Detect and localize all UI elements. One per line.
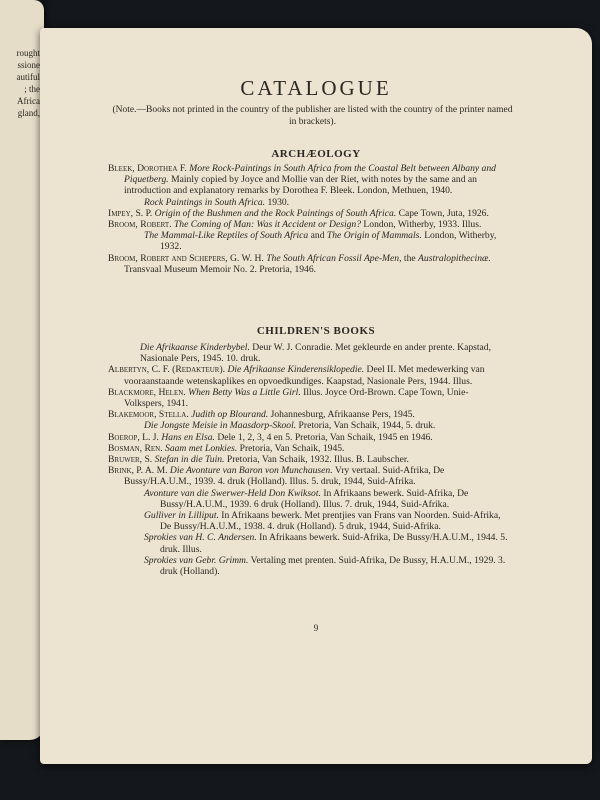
catalogue-entry [108, 197, 508, 208]
entry-details: London, Witherby, 1933. Illus. [363, 219, 482, 231]
catalogue-entry [108, 208, 508, 219]
entry-title: The South African Fossil Ape-Men, [266, 252, 402, 264]
entry-author: Broom, Robert. [108, 219, 172, 231]
entry-title: The Coming of Man: Was it Accident or Design? [173, 219, 362, 231]
entry-details: Pretoria, Van Schaik, 1945. [239, 442, 345, 454]
entry-author: Bosman, Ren. [108, 442, 163, 454]
entry-title-2: Australopithecinæ. [418, 252, 491, 264]
entry-title: Die Jongste Meisie in Maasdorp-Skool. [144, 420, 297, 432]
catalogue-entry [108, 230, 508, 252]
entry-author: Blackmore, Helen. [108, 386, 186, 398]
catalogue-entry [108, 342, 508, 364]
entry-title: Saam met Lonkies. [165, 442, 238, 454]
entry-title: When Betty Was a Little Girl. [188, 386, 301, 398]
entry-connector: the [403, 252, 416, 264]
entry-details: In Afrikaans bewerk. Suid-Afrika, De Bussy/H.A.U.M., 1939. 6 druk (Holland). Illus. 7. druk, 1944, Suid-Afrika. [160, 487, 469, 510]
catalogue-note: (Note.—Books not printed in the country of the publisher are listed with the country of the printer named in brackets). [112, 105, 513, 127]
entry-details: Pretoria, Van Schaik, 1944, 5. druk. [298, 420, 436, 432]
entry-title-2: The Origin of Mammals. [326, 230, 422, 242]
entry-details: Johannesburg, Afrikaanse Pers, 1945. [270, 409, 415, 421]
catalogue-page [40, 28, 592, 764]
entry-title: Hans en Elsa. [161, 431, 215, 443]
entry-title: Die Afrikaanse Kinderbybel. [140, 342, 250, 353]
entry-author: Brink, P. A. M. [108, 465, 168, 477]
page-number: 9 [313, 623, 319, 633]
catalogue-entry [108, 432, 508, 443]
entry-title: Sprokies van Gebr. Grimm. [144, 554, 249, 566]
entry-title: Origin of the Bushmen and the Rock Paintings of South Africa. [154, 207, 397, 219]
entry-author: Albertyn, C. F. (Redakteur). [108, 364, 226, 376]
entry-author: Bruwer, S. [108, 454, 153, 466]
prev-page-fragment: ssione [17, 60, 40, 70]
section-heading-archaeology: ARCHÆOLOGY [271, 148, 361, 160]
entry-author: Blakemoor, Stella. [108, 409, 189, 421]
catalogue-entry [108, 163, 508, 197]
archaeology-entries [108, 163, 508, 275]
entry-title: Judith op Blourand. [191, 409, 269, 421]
entry-details: Deel II. Met medewerking van vooraanstaande wetenskaplikes en opvoedkundiges. Kaapstad, Nasionale Pers, 1944. Illus. [124, 364, 485, 387]
prev-page-fragment: gland, [17, 108, 40, 118]
entry-author: Broom, Robert and Schepers, G. W. H. [108, 252, 264, 264]
prev-page-fragment: rought [16, 48, 40, 58]
catalogue-entry [108, 555, 508, 577]
entry-title: Die Avonture van Baron von Munchausen. [169, 465, 333, 477]
entry-title: More Rock-Paintings in South Africa from the Coastal Belt between Albany and Piquetberg. [124, 163, 496, 186]
prev-page-fragment: Africa [17, 96, 40, 106]
prev-page-fragment: autiful [16, 72, 40, 82]
catalogue-entry [108, 387, 508, 409]
entry-details: Dele 1, 2, 3, 4 en 5. Pretoria, Van Schaik, 1945 en 1946. [217, 431, 433, 443]
entry-title: Avonture van die Swerwer-Held Don Kwiksot. [144, 487, 321, 499]
catalogue-entry [108, 510, 508, 532]
page-title: CATALOGUE [240, 76, 392, 100]
entry-title: Die Afrikaanse Kinderensiklopedie. [227, 364, 365, 376]
entry-details: Pretoria, Van Schaik, 1932. Illus. B. Laubscher. [226, 454, 409, 466]
entry-title: Gulliver in Lilliput. [144, 510, 219, 522]
entry-details: London, Witherby, 1932. [160, 230, 497, 253]
catalogue-entry [108, 532, 508, 554]
catalogue-entry [108, 364, 508, 386]
catalogue-entry [108, 488, 508, 510]
entry-title: The Mammal-Like Reptiles of South Africa [144, 230, 309, 242]
entry-details: Vertaling met prenten. Suid-Afrika, De Bussy, H.A.U.M., 1929. 3. druk (Holland). [160, 554, 506, 578]
entry-details: Transvaal Museum Memoir No. 2. Pretoria, 1946. [124, 263, 317, 275]
entry-title: Stefan in die Tuin. [154, 454, 225, 466]
entry-connector: and [310, 230, 325, 242]
catalogue-entry [108, 219, 508, 230]
entry-title: Sprokies van H. C. Andersen. [144, 532, 257, 544]
entry-author: Bleek, Dorothea F. [108, 163, 187, 174]
entry-title: Rock Paintings in South Africa. [144, 196, 266, 208]
entry-details: Mainly copied by Joyce and Mollie van der Riet, with notes by the same and an introduction and explanatory remarks by Dorothea F. Bleek. London, Methuen, 1940. [124, 174, 477, 197]
catalogue-entry [108, 465, 508, 487]
entry-details: 1930. [267, 196, 290, 208]
entry-author: Impey, S. P. [108, 207, 153, 219]
entry-details: In Afrikaans bewerk. Met prentjies van Frans van Noorden. Suid-Afrika, De Bussy/H.A.U.M., 1938. 4. druk (Holland). 5 druk, 1944, Suid-Afrika. [160, 510, 501, 533]
catalogue-entry [108, 420, 508, 431]
entry-details: Cape Town, Juta, 1926. [398, 207, 489, 219]
catalogue-entry [108, 253, 508, 275]
section-heading-childrens-books: CHILDREN'S BOOKS [256, 325, 376, 337]
entry-details: Deur W. J. Conradie. Met gekleurde en ander prente. Kapstad, Nasionale Pers, 1945. 10. druk. [140, 342, 491, 365]
entry-author: Boerop, L. J. [108, 431, 159, 443]
entry-details: Illus. Joyce Ord-Brown. Cape Town, Unie-Volkspers, 1941. [124, 386, 469, 410]
previous-page-edge [0, 0, 44, 740]
entry-details: Vry vertaal. Suid-Afrika, De Bussy/H.A.U.M., 1939. 4. druk (Holland). Illus. 5. druk, 1944, Suid-Afrika. [124, 465, 445, 488]
catalogue-entry [108, 443, 508, 454]
childrens-books-entries [108, 342, 508, 577]
entry-details: In Afrikaans bewerk. Suid-Afrika, De Bussy/H.A.U.M., 1944. 5. druk. Illus. [160, 532, 508, 555]
catalogue-entry [108, 454, 508, 465]
prev-page-fragment: ; the [24, 84, 40, 94]
catalogue-entry [108, 409, 508, 420]
